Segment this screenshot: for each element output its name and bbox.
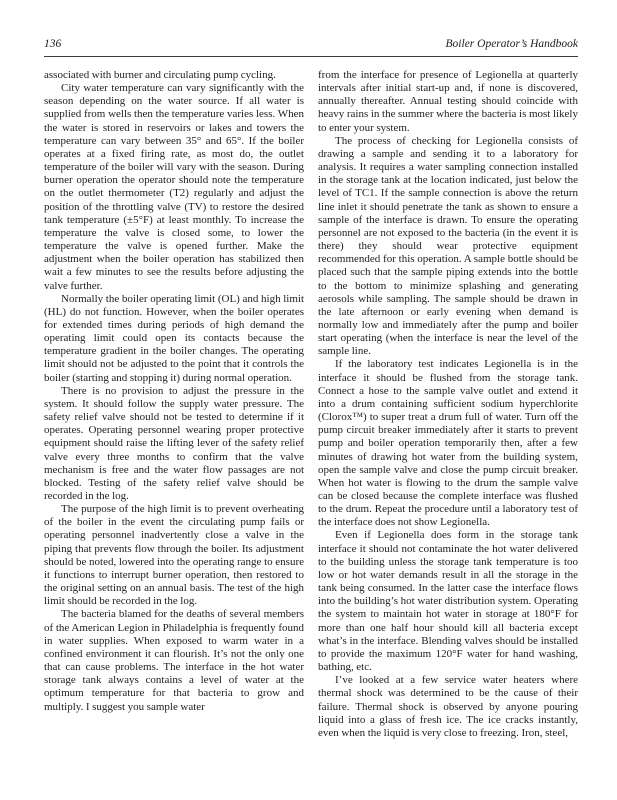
paragraph: associated with burner and circulating pump cycling. [44,69,276,81]
paragraph: Even if Legionella does form in the storage tank interface it should not contaminate the hot water delivered to the building unless the storage tank temperature is too low or hot water demands result in all the storage in the tank being consumed. In the latter case the interface flows into the building’s hot water distribution system. Operating the system to maintain hot water in storage at 180°F for more than one half hour should kill all bacteria except what’s in the interface. Blending valves should be installed to provide the maximum 120°F water for hand washing, bathing, etc. [318,529,578,674]
left-column [44,69,304,740]
paragraph: Normally the boiler operating limit (OL) and high limit (HL) do not function. However, when the boiler operates for extended times during periods of high demand the operating limit could open its contacts because the temperature gradient in the boiler changes. The operating limit should not be adjusted to the point that it controls the boiler (starting and stopping it) during normal operation. [44,292,304,384]
book-title: Boiler Operator’s Handbook [445,38,578,50]
paragraph: from the interface for presence of Legionella at quarterly intervals after initial start-up and, if none is discovered, annually thereafter. Annual testing should coincide with heavy rains in the summer where the bacteria is most likely to enter your system. [318,69,578,134]
paragraph: The purpose of the high limit is to prevent overheating of the boiler in the event the circulating pump fails or operating personnel inadvertently close a valve in the piping that prevents flow through the boiler. Its adjustment should be noted, lowered into the operating range to ensure it functions to interrupt burner operation, then restored to the original setting on an annual basis. The test of the high limit should be recorded in the log. [44,503,304,608]
header-rule [44,56,578,57]
paragraph: The process of checking for Legionella consists of drawing a sample and sending it to a laboratory for analysis. It requires a water sampling connection installed in the storage tank at the location indicated, just below the level of TC1. If the sample connection is above the return line inlet it should penetrate the tank as shown to ensure a sample of the interface is drawn. To ensure the operating personnel are not exposed to the bacteria (in the event it is there) they should wear protective equipment recommended for this operation. A sample bottle should be placed such that the sample piping extends into the bottle to the bottom to minimize splashing and generating aerosols while sampling. The sample should be drawn in the late afternoon or early evening when demand is normally low and immediately after the pump and boiler start operating (when the interface is near the level of the sample line. [318,134,578,358]
paragraph: If the laboratory test indicates Legionella is in the interface it should be flushed from the storage tank. Connect a hose to the sample valve outlet and extend it into a drum containing sufficient sodium hyperchlorite (Clorox™) to super treat a drum full of water. Turn off the pump circuit breaker immediately after it starts to prevent pump and boiler operation temporarily then, after a few minutes of drawing hot water from the building system, open the sample valve and close the pump circuit breaker. When hot water is flowing to the drum the sample valve can be closed because the complete interface was flushed to the drum. Repeat the procedure until a laboratory test of the interface does not show Legionella. [318,358,578,529]
page-number: 136 [44,38,62,50]
paragraph: I’ve looked at a few service water heaters where thermal shock was determined to be the cause of their failure. Thermal shock is observed by anyone pouring liquid into a glass of fresh ice. The ice cracks instantly, even when the liquid is very close to freezing. Iron, steel, [318,674,578,739]
paragraph: The bacteria blamed for the deaths of several members of the American Legion in Philadelphia is frequently found in water supplies. When exposed to warm water in a confined environment it can flourish. It’s not the only one that can cause problems. The interface in the hot water storage tank always contains a level of water at the optimum temperature for that bacteria to grow and multiply. I suggest you sample water [44,608,304,713]
paragraph: There is no provision to adjust the pressure in the system. It should follow the supply water pressure. The safety relief valve should not be tested to determine if it operates. Operating personnel wearing proper protective equipment should raise the lifting lever of the safety relief valve every three months to confirm that the valve mechanism is free and the water flow passages are not blocked. Testing of the safety relief valve should be recorded in the log. [44,384,304,502]
page-body [44,69,578,740]
paragraph: City water temperature can vary significantly with the season depending on the water source. If all water is supplied from wells then the temperature varies less. When the water is stored in reservoirs or lakes and towers the temperature can vary between 35° and 65°. If the boiler operates at a fixed firing rate, as most do, the outlet temperature of the boiler will vary with the season. During burner operation the operator should note the temperature on the outlet thermometer (T2) regularly and adjust the position of the throttling valve (TV) to restore the desired tank temperature (±5°F) at least monthly. To increase the temperature the valve is closed some, to lower the temperature the valve is opened further. Make the adjustment when the boiler operation has stabilized then wait a few minutes to see the results before adjusting the valve further. [44,82,304,292]
right-column [318,69,578,740]
running-header [44,38,578,56]
